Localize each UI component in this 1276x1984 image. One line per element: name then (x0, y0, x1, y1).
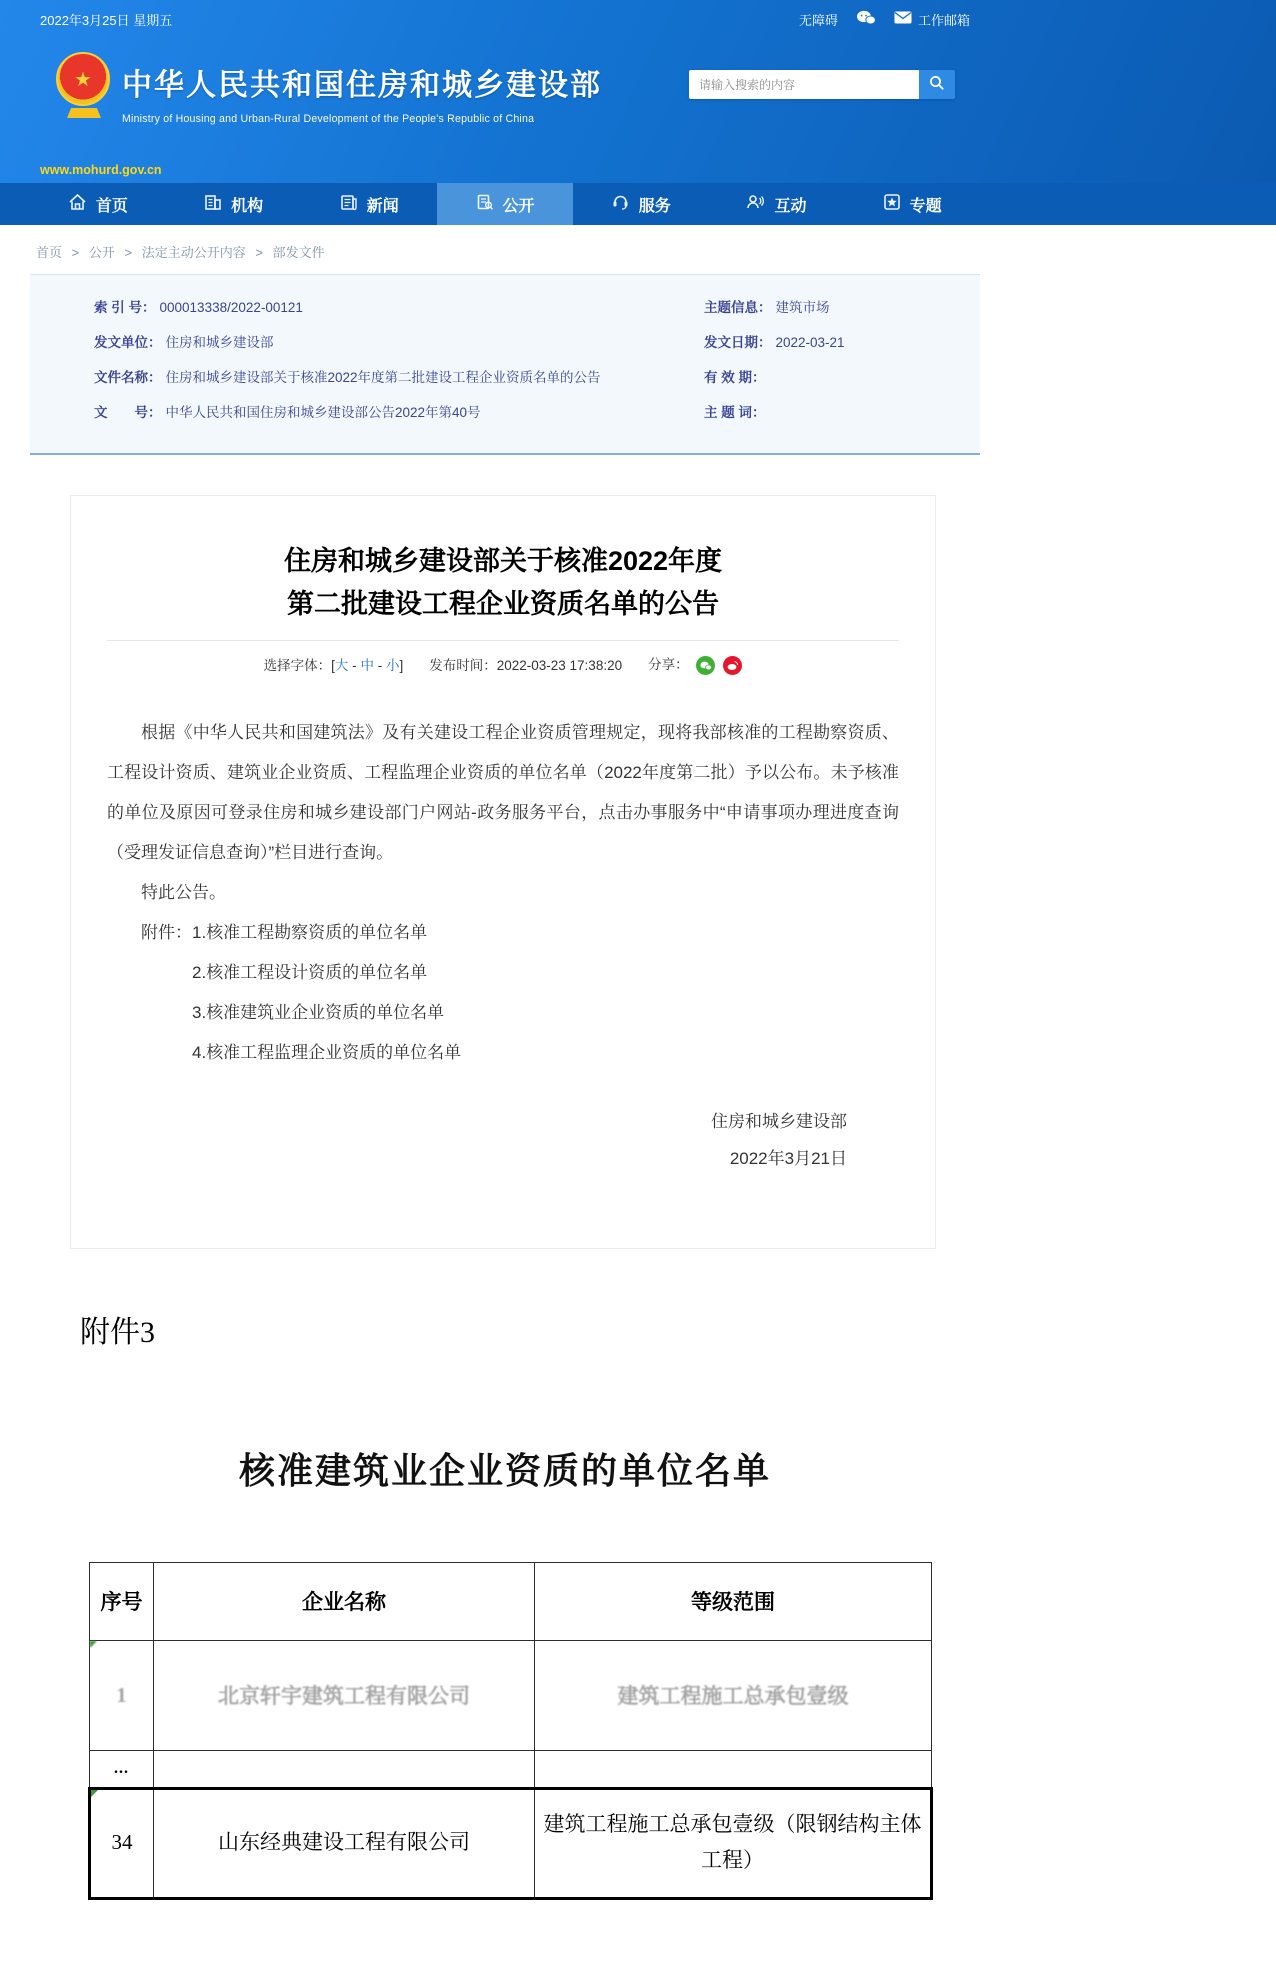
nav-item-special-topic[interactable]: 专题 (844, 183, 980, 225)
article-notice: 特此公告。 (141, 883, 226, 903)
article-body (107, 713, 899, 1177)
article-paragraph: 根据《中华人民共和国建筑法》及有关建设工程企业资质管理规定，现将我部核准的工程勘察资质、工程设计资质、建筑业企业资质、工程监理企业资质的单位名单（2022年度第二批）予以公布。未予核准的单位及原因可登录住房和城乡建设部门户网站-政务服务平台，点击办事服务中“申请事项办理进度查询（受理发证信息查询）”栏目进行查询。 (107, 723, 899, 863)
mail-icon (894, 11, 912, 27)
brand-row (30, 38, 980, 183)
service-icon (611, 193, 630, 216)
document-meta-panel (30, 274, 980, 455)
cell-ellipsis: ... (90, 1750, 154, 1788)
share-weibo-icon[interactable] (723, 656, 742, 675)
table-row-34 (90, 1788, 932, 1898)
disclosure-icon (476, 193, 494, 216)
signature-block (107, 1103, 899, 1178)
attachment-list (107, 913, 899, 1073)
breadcrumb-documents[interactable]: 部发文件 (272, 245, 325, 260)
share-group: 分享： (648, 653, 742, 675)
meta-validity: 有 效 期： (704, 370, 766, 385)
sign-date: 2022年3月21日 (729, 1149, 847, 1169)
breadcrumb-home[interactable]: 首页 (36, 245, 63, 260)
nav-item-interaction[interactable]: 互动 (709, 183, 845, 225)
table-row-ellipsis (90, 1750, 932, 1788)
cell-company: 北京轩宇建筑工程有限公司 (154, 1640, 535, 1750)
site-url: www.mohurd.gov.cn (40, 163, 162, 177)
cell-scope (535, 1750, 932, 1788)
search-input[interactable] (689, 70, 919, 99)
nav-item-disclosure[interactable]: 公开 (437, 183, 573, 225)
nav-item-service[interactable]: 服务 (573, 183, 709, 225)
cell-serial: 34 (90, 1788, 154, 1898)
header-grade-scope: 等级范围 (535, 1562, 932, 1640)
top-bar (30, 0, 980, 38)
site-title-cn: 中华人民共和国住房和城乡建设部 (122, 69, 602, 102)
nav-item-news[interactable]: 新闻 (301, 183, 437, 225)
attachment-item-1[interactable]: 附件：1.核准工程勘察资质的单位名单 (141, 923, 428, 943)
wechat-icon (856, 10, 876, 29)
table-row-1 (90, 1640, 932, 1750)
national-emblem: ★ (56, 52, 112, 130)
cell-serial: 1 (90, 1640, 154, 1750)
meta-issuing-unit: 发文单位： 住房和城乡建设部 (94, 335, 274, 350)
meta-keywords: 主 题 词： (704, 405, 766, 420)
nav-item-organization[interactable]: 机构 (166, 183, 302, 225)
attachment-item-4[interactable]: 4.核准工程监理企业资质的单位名单 (192, 1042, 462, 1062)
meta-topic-info: 主题信息： 建筑市场 (704, 300, 830, 315)
search-button[interactable] (919, 70, 955, 99)
cell-scope: 建筑工程施工总承包壹级 (535, 1640, 932, 1750)
header-company-name: 企业名称 (154, 1562, 535, 1640)
site-search (689, 70, 955, 99)
meta-issue-date: 发文日期： 2022-03-21 (704, 335, 845, 350)
news-icon (340, 193, 358, 216)
signer: 住房和城乡建设部 (711, 1111, 847, 1131)
main-nav (0, 183, 1276, 225)
meta-document-name: 文件名称： 住房和城乡建设部关于核准2022年度第二批建设工程企业资质名单的公告 (94, 370, 601, 385)
cell-company: 山东经典建设工程有限公司 (154, 1788, 535, 1898)
site-header (0, 0, 1276, 183)
special-topic-icon (883, 193, 901, 216)
font-medium-link[interactable]: 中 (360, 658, 374, 674)
home-icon (68, 193, 87, 216)
site-title-en: Ministry of Housing and Urban-Rural Development of the People's Republic of China (122, 113, 535, 125)
accessibility-link[interactable]: 无障碍 (798, 12, 838, 28)
meta-document-number: 文 号： 中华人民共和国住房和城乡建设部公告2022年第40号 (94, 405, 481, 420)
breadcrumb-statutory[interactable]: 法定主动公开内容 (141, 245, 246, 260)
meta-index-number: 索 引 号： 000013338/2022-00121 (94, 300, 303, 315)
qualification-table (88, 1562, 933, 1900)
font-small-link[interactable]: 小 (385, 658, 400, 674)
article-title: 住房和城乡建设部关于核准2022年度 第二批建设工程企业资质名单的公告 (283, 546, 723, 620)
header-serial-number: 序号 (90, 1562, 154, 1640)
publish-time: 发布时间：2022-03-23 17:38:20 (429, 658, 623, 674)
search-icon (929, 75, 945, 94)
nav-item-home[interactable]: 首页 (30, 183, 166, 225)
current-date: 2022年3月25日 星期五 (40, 12, 173, 28)
cell-scope: 建筑工程施工总承包壹级（限钢结构主体工程） (535, 1788, 932, 1898)
work-mailbox-link[interactable]: 工作邮箱 (894, 10, 970, 29)
attachment3-title: 核准建筑业企业资质的单位名单 (238, 1450, 771, 1491)
share-wechat-icon[interactable] (696, 656, 715, 675)
wechat-link[interactable] (856, 10, 876, 29)
font-large-link[interactable]: 大 (334, 658, 349, 674)
table-header-row (90, 1562, 932, 1640)
font-size-selector: 选择字体：[大 - 中 - 小] (263, 658, 404, 674)
breadcrumb-disclosure[interactable]: 公开 (88, 245, 115, 260)
interaction-icon (746, 193, 765, 216)
breadcrumb: 首页 > 公开 > 法定主动公开内容 > 部发文件 (36, 245, 325, 260)
cell-company (154, 1750, 535, 1788)
attachment3-label: 附件3 (80, 1315, 155, 1349)
announcement-article (70, 495, 936, 1249)
organization-icon (204, 193, 222, 216)
attachment-item-3[interactable]: 3.核准建筑业企业资质的单位名单 (192, 1002, 445, 1022)
article-toolbar (107, 641, 899, 687)
attachment-item-2[interactable]: 2.核准工程设计资质的单位名单 (192, 963, 428, 982)
